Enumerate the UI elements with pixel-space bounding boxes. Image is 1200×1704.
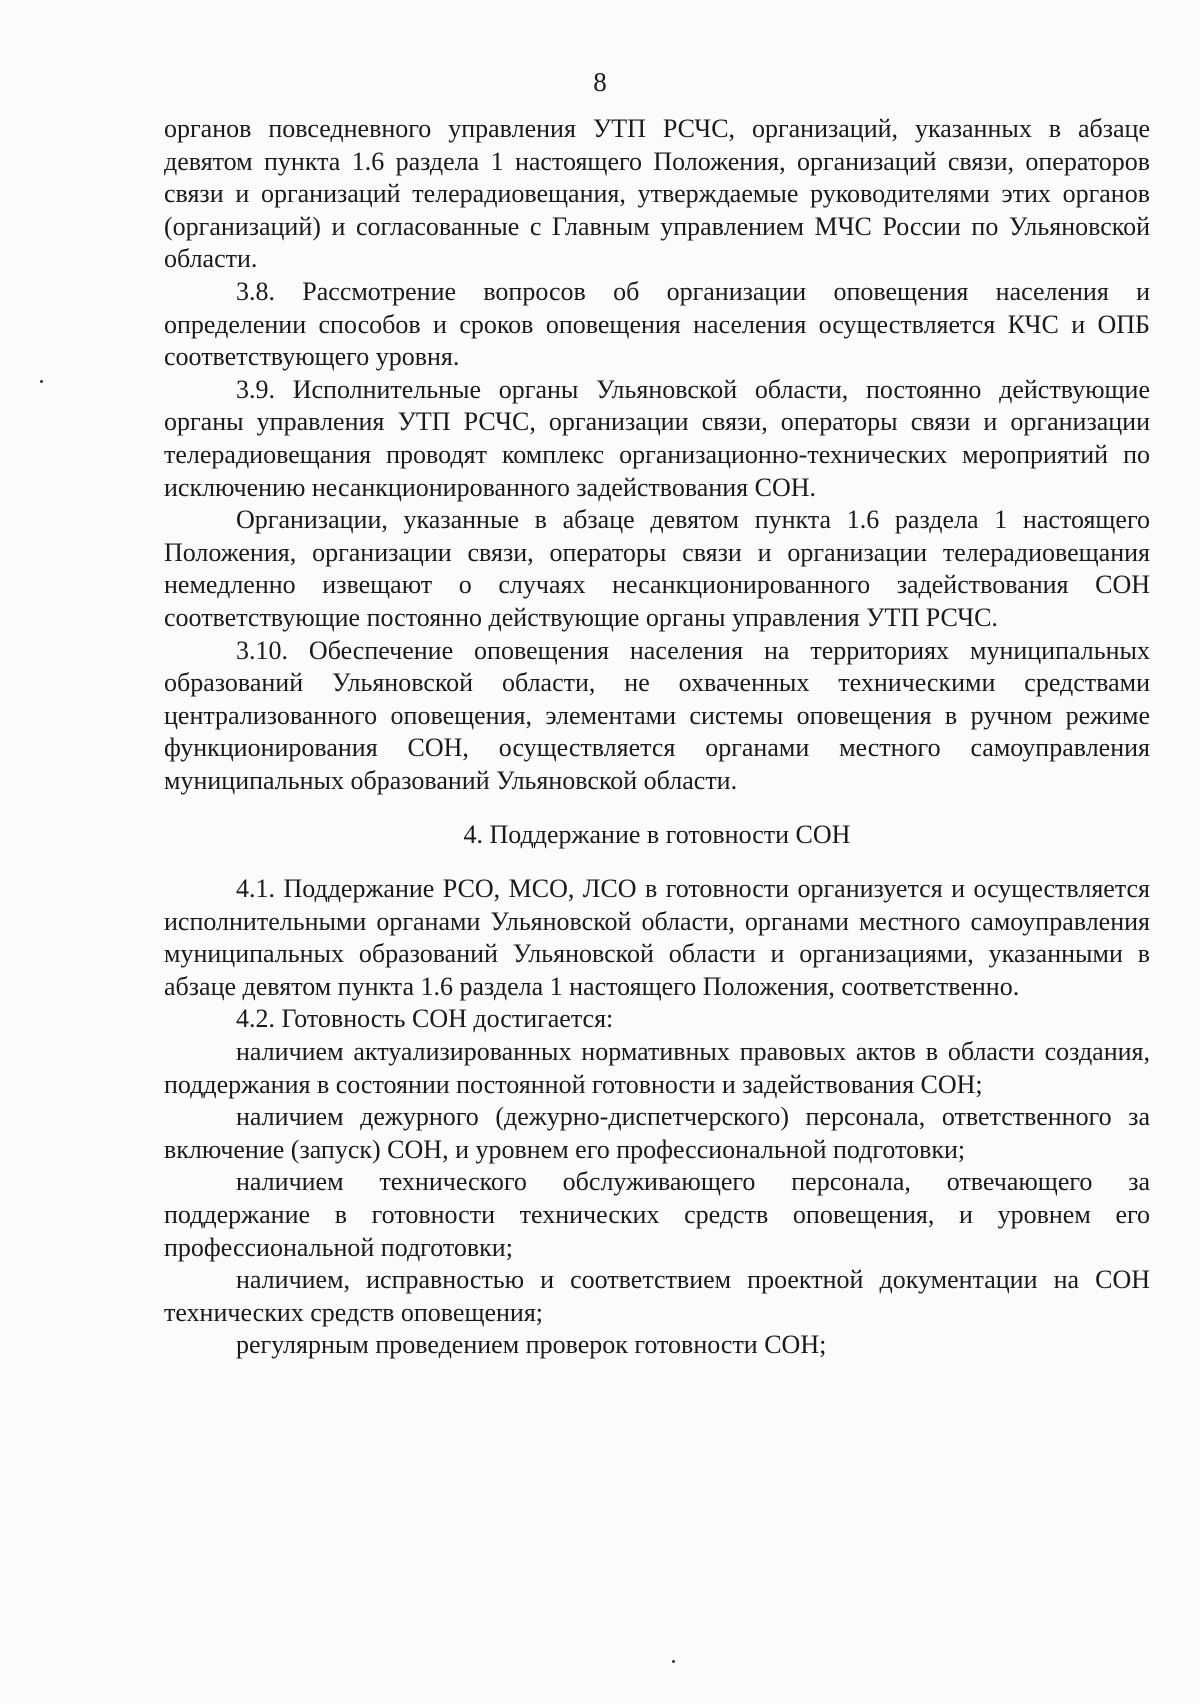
section-heading: 4. Поддержание в готовности СОН — [463, 820, 851, 850]
section-4-content — [164, 873, 1150, 1362]
section-4-paragraph: регулярным проведением проверок готовности СОН; — [236, 1330, 827, 1360]
page-number: 8 — [593, 67, 607, 97]
scan-speck — [40, 380, 43, 383]
section-3-paragraph: 3.8. Рассмотрение вопросов об организации оповещения населения и определении способов и сроков оповещения населения осуществляется КЧС и ОПБ соответствующего уровня. — [164, 276, 1150, 372]
section-3-paragraph: Организации, указанные в абзаце девятом пункта 1.6 раздела 1 настоящего Положения, организации связи, операторы связи и организации телерадиовещания немедленно извещают о случаях несанкционированного задействования СОН соответствующие постоянно действующие органы управления УТП РСЧС. — [164, 505, 1150, 632]
section-3-paragraph: 3.10. Обеспечение оповещения населения на территориях муниципальных образований Ульяновской области, не охваченных техническими средствами централизованного оповещения, элементами системы оповещения в ручном режиме функционирования СОН, осуществляется органами местного самоуправления муниципальных образований Ульяновской области. — [164, 635, 1150, 795]
section-3-continuation — [164, 113, 1150, 797]
section-4-paragraph: наличием технического обслуживающего персонала, отвечающего за поддержание в готовности технических средств оповещения, и уровнем его профессиональной подготовки; — [164, 1167, 1150, 1262]
section-4-paragraph: наличием, исправностью и соответствием проектной документации на СОН технических средств оповещения; — [164, 1265, 1150, 1327]
section-3-paragraph: органов повседневного управления УТП РСЧС, организаций, указанных в абзаце девятом пункта 1.6 раздела 1 настоящего Положения, организаций связи, операторов связи и организаций телерадиовещания, утверждаемые руководителями этих органов (организаций) и согласованные с Главным управлением МЧС России по Ульяновской области. — [164, 114, 1150, 274]
scan-speck — [672, 1660, 675, 1663]
section-4-paragraph: наличием дежурного (дежурно-диспетчерского) персонала, ответственного за включение (запуск) СОН, и уровнем его профессиональной подготовки; — [164, 1102, 1150, 1164]
section-4-paragraph: 4.1. Поддержание РСО, МСО, ЛСО в готовности организуется и осуществляется исполнительными органами Ульяновской области, органами местного самоуправления муниципальных образований Ульяновской области и организациями, указанными в абзаце девятом пункта 1.6 раздела 1 настоящего Положения, соответственно. — [164, 874, 1150, 1001]
section-3-paragraph: 3.9. Исполнительные органы Ульяновской области, постоянно действующие органы управления УТП РСЧС, организации связи, операторы связи и организации телерадиовещания проводят комплекс организационно-технических мероприятий по исключению несанкционированного задействования СОН. — [164, 374, 1150, 502]
document-body — [164, 113, 1150, 1362]
section-4-paragraph: 4.2. Готовность СОН достигается: — [236, 1004, 614, 1034]
section-4-paragraph: наличием актуализированных нормативных правовых актов в области создания, поддержания в состоянии постоянной готовности и задействования СОН; — [164, 1037, 1150, 1099]
